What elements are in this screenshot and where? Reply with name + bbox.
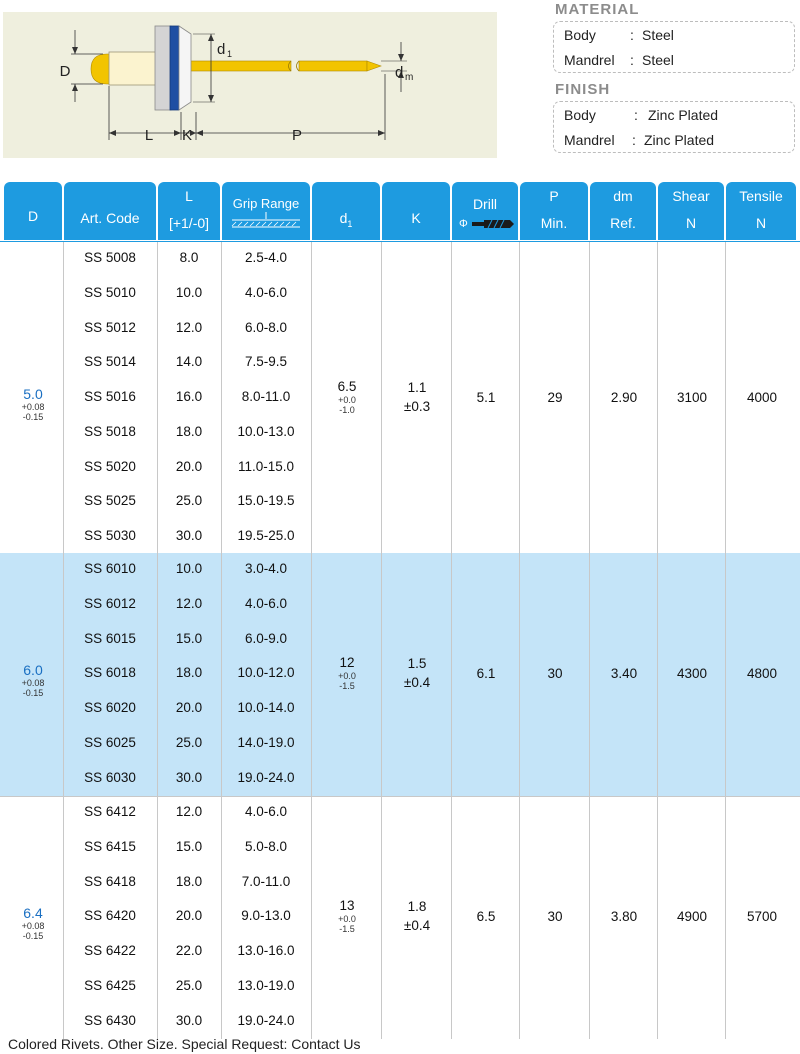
d-tol-minus: -0.15	[22, 412, 44, 423]
cell-grip: 11.0-15.0	[237, 458, 295, 474]
d-tol-plus: +0.08	[21, 402, 45, 413]
cell-L: 20.0	[175, 908, 203, 924]
k-tolerance: ±0.4	[403, 918, 431, 934]
footer-note: Colored Rivets. Other Size. Special Request: Contact Us	[8, 1036, 361, 1052]
finish-box	[553, 101, 795, 153]
group-D	[4, 905, 62, 941]
cell-code: SS 6030	[84, 769, 136, 785]
cell-code: SS 5012	[84, 319, 136, 335]
cell-L: 25.0	[175, 734, 203, 750]
group-drill: 6.5	[476, 909, 496, 925]
dim-label-K: K	[181, 127, 193, 144]
finish-mandrel-colon: :	[632, 132, 636, 148]
group-P: 30	[547, 666, 563, 682]
cell-code: SS 5014	[84, 354, 136, 370]
group-K	[382, 897, 452, 935]
cell-grip: 6.0-9.0	[244, 630, 288, 646]
group-K	[382, 654, 452, 692]
cell-L: 30.0	[175, 1012, 203, 1028]
header-d1: $d_1$	[312, 182, 380, 240]
cell-L: 14.0	[175, 354, 203, 370]
k-tolerance: ±0.3	[403, 399, 431, 415]
cell-L: 12.0	[175, 804, 203, 820]
cell-grip: 3.0-4.0	[244, 561, 288, 577]
cell-L: 25.0	[175, 977, 203, 993]
material-body-colon: :	[630, 27, 634, 43]
finish-body-key: Body	[564, 107, 596, 123]
cell-L: 18.0	[175, 665, 203, 681]
d1-value: 13	[339, 898, 355, 914]
material-row-mandrel	[564, 52, 674, 68]
group-shear: 3100	[676, 390, 708, 406]
d-tol-minus: -0.15	[22, 688, 44, 699]
cell-L: 30.0	[175, 769, 203, 785]
cell-code: SS 6412	[84, 804, 136, 820]
d1-value: 12	[339, 655, 355, 671]
cell-L: 22.0	[175, 943, 203, 959]
k-value: 1.1	[407, 380, 427, 396]
table-row	[0, 520, 800, 555]
group-P: 30	[547, 909, 563, 925]
dim-label-D: D	[59, 63, 71, 80]
cell-code: SS 6415	[84, 839, 136, 855]
d1-tol-minus: -1.5	[339, 681, 355, 692]
table-row	[0, 277, 800, 312]
group-K	[382, 378, 452, 416]
d1-tol-minus: -1.0	[339, 405, 355, 416]
material-row-body	[564, 27, 674, 43]
header-P: P Min.	[520, 182, 588, 240]
table-row	[0, 761, 800, 796]
group-tensile: 4000	[746, 390, 778, 406]
cell-grip: 13.0-16.0	[237, 943, 295, 959]
cell-grip: 8.0-11.0	[241, 389, 291, 405]
cell-code: SS 6422	[84, 943, 136, 959]
table-row	[0, 831, 800, 866]
table-row	[0, 727, 800, 762]
table-row	[0, 553, 800, 588]
table-row	[0, 416, 800, 451]
cell-grip: 6.0-8.0	[244, 319, 288, 335]
group-d1	[312, 655, 382, 691]
d1-tol-plus: +0.0	[338, 395, 356, 406]
cell-L: 10.0	[175, 561, 203, 577]
group-P: 29	[547, 390, 563, 406]
header-art-code: Art. Code	[64, 182, 156, 240]
cell-L: 20.0	[175, 700, 203, 716]
drill-diameter-symbol: Φ	[459, 218, 468, 230]
group-d1	[312, 379, 382, 415]
table-row	[0, 692, 800, 727]
dim-label-d1-sub: 1	[227, 49, 233, 59]
group-dm: 3.40	[610, 666, 638, 682]
finish-row-mandrel	[564, 132, 714, 148]
table-row	[0, 796, 800, 831]
cell-grip: 10.0-12.0	[237, 665, 295, 681]
group-shear: 4900	[676, 909, 708, 925]
dim-label-P: P	[291, 127, 303, 144]
group-tensile: 4800	[746, 666, 778, 682]
cell-grip: 5.0-8.0	[244, 839, 288, 855]
table-row	[0, 970, 800, 1005]
material-heading: MATERIAL	[555, 1, 640, 18]
k-value: 1.5	[407, 656, 427, 672]
rivet-drawing	[3, 12, 497, 158]
cell-grip: 15.0-19.5	[237, 493, 295, 509]
drill-bit-icon	[452, 182, 518, 240]
group-drill: 5.1	[476, 390, 496, 406]
group-D	[4, 386, 62, 422]
dim-label-L: L	[144, 127, 154, 144]
cell-grip: 19.0-24.0	[237, 1012, 295, 1028]
grip-range-symbol	[222, 182, 310, 240]
finish-row-body	[564, 107, 718, 123]
table-row	[0, 450, 800, 485]
cell-code: SS 5018	[84, 423, 136, 439]
material-mandrel-key: Mandrel	[564, 52, 615, 68]
cell-code: SS 6020	[84, 700, 136, 716]
cell-L: 10.0	[175, 285, 203, 301]
cell-L: 16.0	[175, 389, 203, 405]
header-D: D	[4, 182, 62, 240]
material-mandrel-value: Steel	[642, 52, 674, 68]
cell-code: SS 5030	[84, 527, 136, 543]
cell-L: 12.0	[175, 319, 203, 335]
d1-tol-minus: -1.5	[339, 924, 355, 935]
finish-heading: FINISH	[555, 81, 611, 98]
cell-code: SS 6015	[84, 630, 136, 646]
k-tolerance: ±0.4	[403, 675, 431, 691]
d-value: 5.0	[23, 386, 43, 403]
d1-tol-plus: +0.0	[338, 671, 356, 682]
spec-panel	[553, 0, 800, 160]
group-drill: 6.1	[476, 666, 496, 682]
material-mandrel-colon: :	[630, 52, 634, 68]
cell-code: SS 6010	[84, 561, 136, 577]
cell-code: SS 5008	[84, 250, 136, 266]
table-row	[0, 485, 800, 520]
cell-L: 8.0	[179, 250, 199, 266]
table-row	[0, 1004, 800, 1039]
cell-code: SS 5025	[84, 493, 136, 509]
group-dm: 2.90	[610, 390, 638, 406]
cell-grip: 4.0-6.0	[244, 285, 288, 301]
cell-grip: 19.0-24.0	[237, 769, 295, 785]
cell-L: 25.0	[175, 493, 203, 509]
cell-grip: 14.0-19.0	[237, 734, 295, 750]
d-value: 6.0	[23, 662, 43, 679]
cell-grip: 4.0-6.0	[244, 596, 288, 612]
cell-L: 15.0	[175, 630, 203, 646]
header-dm: dm Ref.	[590, 182, 656, 240]
table-row	[0, 865, 800, 900]
header-shear: Shear N	[658, 182, 724, 240]
material-box	[553, 21, 795, 73]
material-body-key: Body	[564, 27, 596, 43]
cell-code: SS 6420	[84, 908, 136, 924]
cell-grip: 4.0-6.0	[244, 804, 288, 820]
table-row	[0, 622, 800, 657]
d-tol-minus: -0.15	[22, 931, 44, 942]
finish-mandrel-value: Zinc Plated	[644, 132, 715, 148]
cell-code: SS 6418	[84, 873, 136, 889]
cell-code: SS 5020	[84, 458, 136, 474]
cell-L: 18.0	[175, 873, 203, 889]
dim-label-dm: d	[395, 64, 404, 81]
group-shear: 4300	[676, 666, 708, 682]
d1-value: 6.5	[337, 379, 357, 395]
table-row	[0, 346, 800, 381]
rivet-diagram	[3, 12, 497, 158]
spec-table	[0, 182, 800, 1032]
table-row	[0, 311, 800, 346]
group-d1	[312, 898, 382, 934]
group-dm: 3.80	[610, 909, 638, 925]
material-body-value: Steel	[642, 27, 674, 43]
cell-code: SS 6430	[84, 1012, 136, 1028]
dim-label-dm-sub: m	[405, 72, 414, 83]
finish-body-value: Zinc Plated	[648, 107, 719, 123]
cell-code: SS 5016	[84, 389, 136, 405]
cell-L: 30.0	[175, 527, 203, 543]
cell-grip: 7.5-9.5	[244, 354, 288, 370]
cell-L: 12.0	[175, 596, 203, 612]
table-row	[0, 935, 800, 970]
group-D	[4, 662, 62, 698]
finish-body-colon: :	[634, 107, 638, 123]
cell-grip: 10.0-13.0	[237, 423, 295, 439]
cell-code: SS 6025	[84, 734, 136, 750]
cell-L: 18.0	[175, 423, 203, 439]
table-row	[0, 588, 800, 623]
d1-tol-plus: +0.0	[338, 914, 356, 925]
d-tol-plus: +0.08	[21, 921, 45, 932]
cell-grip: 13.0-19.0	[237, 977, 295, 993]
d-value: 6.4	[23, 905, 43, 922]
header-rule	[0, 241, 800, 242]
cell-grip: 9.0-13.0	[241, 908, 291, 924]
cell-code: SS 5010	[84, 285, 136, 301]
header-K: K	[382, 182, 450, 240]
header-tensile: Tensile N	[726, 182, 796, 240]
finish-mandrel-key: Mandrel	[564, 132, 615, 148]
cell-L: 15.0	[175, 839, 203, 855]
cell-grip: 2.5-4.0	[244, 250, 288, 266]
cell-grip: 10.0-14.0	[237, 700, 295, 716]
cell-grip: 7.0-11.0	[241, 873, 291, 889]
table-row	[0, 242, 800, 277]
header-grip-range: Grip Range	[222, 182, 310, 240]
cell-code: SS 6012	[84, 596, 136, 612]
dim-label-d1: d	[217, 41, 226, 58]
cell-code: SS 6018	[84, 665, 136, 681]
header-drill: Drill Φ	[452, 182, 518, 240]
header-L: L [+1/-0]	[158, 182, 220, 240]
k-value: 1.8	[407, 899, 427, 915]
cell-code: SS 6425	[84, 977, 136, 993]
cell-L: 20.0	[175, 458, 203, 474]
cell-grip: 19.5-25.0	[237, 527, 295, 543]
d-tol-plus: +0.08	[21, 678, 45, 689]
group-tensile: 5700	[746, 909, 778, 925]
